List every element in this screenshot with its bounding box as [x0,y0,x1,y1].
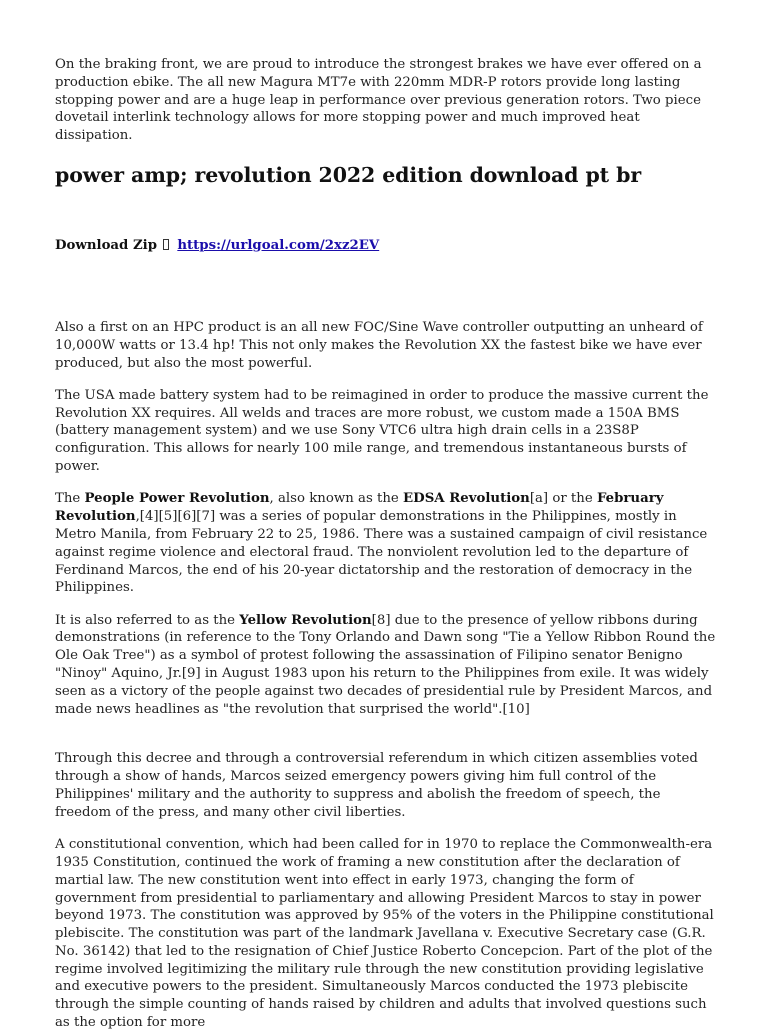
yellow-revolution-paragraph [55,612,717,719]
convention-paragraph: A constitutional convention, which had been called for in 1970 to replace the Commonwealth-era 1935 Constitution, continued the work of framing a new constitution after the declaration of martial law. The new constitution went into effect in early 1973, changing the form of government from presidential to parliamentary and allowing President Marcos to stay in power beyond 1973. The constitution was approved by 95% of the voters in the Philippine constitutional plebiscite. The constitution was part of the landmark Javellana v. Executive Secretary case (G.R. No. 36142) that led to the resignation of Chief Justice Roberto Concepcion. Part of the plot of the regime involved legitimizing the military rule through the new constitution providing legislative and executive powers to the president. Simultaneously Marcos conducted the 1973 plebiscite through the simple counting of hands raised by children and adults that involved questions such as the option for more [55,837,714,1031]
text-segment: [a] or the [529,491,597,507]
document-page [55,56,717,1032]
bold-term-edsa-revolution: EDSA Revolution [403,491,530,507]
text-segment: , also known as the [269,491,404,507]
text-segment: The [55,491,85,507]
people-power-paragraph [55,490,717,597]
text-segment: [8] due to the presence of yellow ribbons during demonstrations (in reference to the Tony Orlando and Dawn song "Tie a Yellow Ribbon Round the Ole Oak Tree") as a symbol of protest following the assassination of Filipino senator Benigno "Ninoy" Aquino, Jr.[9] in August 1983 upon his return to the Philippines from exile. It was widely seen as a victory of the people against two decades of presidential rule by President Marcos, and made news headlines as "the revolution that surprised the world".[10] [55,612,716,717]
download-line [55,237,717,255]
page-title: power amp; revolution 2022 edition download pt br [55,162,642,187]
bold-term-february-revolution: February Revolution [55,491,664,525]
battery-paragraph: The USA made battery system had to be reimagined in order to produce the massive current the Revolution XX requires. All welds and traces are more robust, we custom made a 150A BMS (battery management system) and we use Sony VTC6 ultra high drain cells in a 23S8P configuration. This allows for nearly 100 mile range, and tremendous instantaneous bursts of power. [55,387,709,475]
bold-term-people-power-revolution: People Power Revolution [84,491,270,507]
download-glyph-icon [163,239,169,250]
text-segment: It is also referred to as the [55,612,240,628]
download-label: Download Zip [55,237,158,253]
text-segment: ,[4][5][6][7] was a series of popular demonstrations in the Philippines, mostly in Metro Manila, from February 22 to 25, 1986. There was a sustained campaign of civil resistance against regime violence and electoral fraud. The nonviolent revolution led to the departure of Ferdinand Marcos, the end of his 20-year dictatorship and the restoration of democracy in the Philippines. [55,509,708,596]
intro-paragraph: On the braking front, we are proud to introduce the strongest brakes we have ever offered on a production ebike. The all new Magura MT7e with 220mm MDR-P rotors provide long lasting stopping power and are a huge leap in performance over previous generation rotors. Two piece dovetail interlink technology allows for more stopping power and much improved heat dissipation. [55,57,702,144]
bold-term-yellow-revolution: Yellow Revolution [239,612,372,628]
download-link[interactable]: https://urlgoal.com/2xz2EV [177,237,380,253]
controller-paragraph: Also a first on an HPC product is an all new FOC/Sine Wave controller outputting an unheard of 10,000W watts or 13.4 hp! This not only makes the Revolution XX the fastest bike we have ever produced, but also the most powerful. [55,319,703,371]
decree-paragraph: Through this decree and through a controversial referendum in which citizen assemblies voted through a show of hands, Marcos seized emergency powers giving him full control of the Philippines' military and the authority to suppress and abolish the freedom of speech, the freedom of the press, and many other civil liberties. [55,751,698,820]
